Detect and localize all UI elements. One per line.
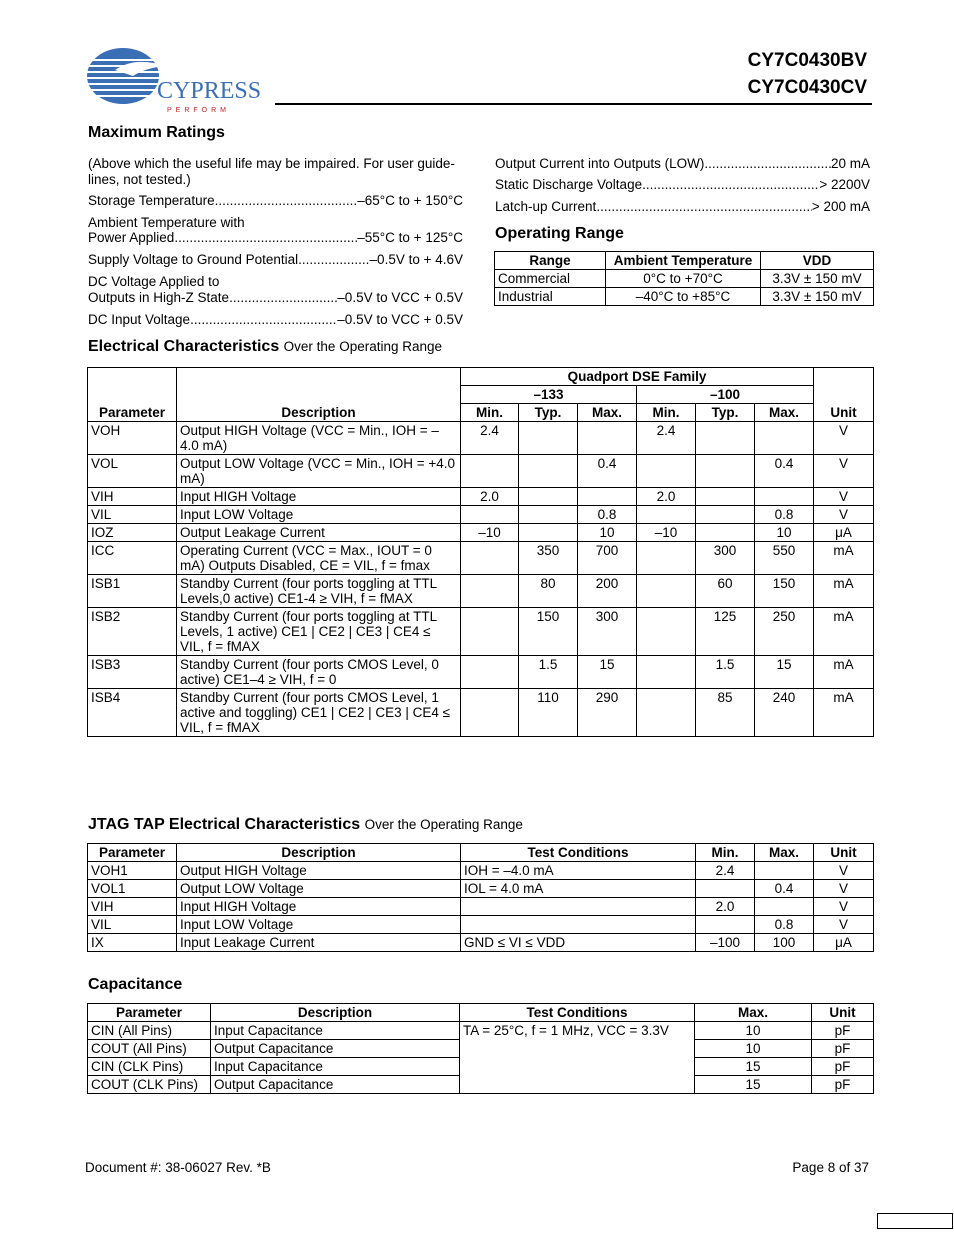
table-row: VOH1 Output HIGH Voltage IOH = –4.0 mA 2.4 V	[88, 862, 874, 880]
rating-dc-pre: DC Voltage Applied to	[88, 274, 220, 289]
table-row: ICC Operating Current (VCC = Max., IOUT = 0 mA) Outputs Disabled, CE = VIL, f = fmax 350 700 300 550 mA	[88, 542, 874, 575]
table-row: IX Input Leakage Current GND ≤ VI ≤ VDD –100 100 μA	[88, 934, 874, 952]
col-description: Description	[177, 368, 461, 422]
max-ratings-title: Maximum Ratings	[88, 124, 225, 141]
part-number-2: CY7C0430CV	[747, 77, 867, 98]
rating-output-current: Output Current into Outputs (LOW) ..... 20 mA	[495, 156, 870, 172]
document-number: Document #: 38-06027 Rev. *B	[85, 1160, 271, 1175]
rating-ambient: Power Applied ..... –55°C to + 125°C	[88, 230, 463, 246]
rating-storage: Storage Temperature ..... –65°C to + 150°C	[88, 193, 463, 209]
part-number-1: CY7C0430BV	[747, 50, 867, 71]
table-row: ISB3 Standby Current (four ports CMOS Level, 0 active) CE1–4 ≥ VIH, f = 0 1.5 15 1.5 15 mA	[88, 656, 874, 689]
table-row: ISB4 Standby Current (four ports CMOS Level, 1 active and toggling) CE1 | CE2 | CE3 | CE4 ≤ VIL, f = fMAX 110 290 85 240 mA	[88, 689, 874, 737]
col-speed-133: –133	[461, 386, 637, 404]
table-row: ISB2 Standby Current (four ports toggling at TTL Levels, 1 active) CE1 | CE2 | CE3 | CE4 ≤ VIL, f = fMAX 150 300 125 250 mA	[88, 608, 874, 656]
table-row: CIN (All Pins) Input Capacitance TA = 25°C, f = 1 MHz, VCC = 3.3V 10 pF	[88, 1022, 874, 1040]
table-row: VIL Input LOW Voltage 0.8 0.8 V	[88, 506, 874, 524]
table-row: VIH Input HIGH Voltage 2.0 V	[88, 898, 874, 916]
table-row: ISB1 Standby Current (four ports toggling at TTL Levels,0 active) CE1-4 ≥ VIH, f = fMAX 80 200 60 150 mA	[88, 575, 874, 608]
rating-dc-outputs: Outputs in High-Z State ..... –0.5V to VCC + 0.5V	[88, 290, 463, 306]
capacitance-table: Parameter Description Test Conditions Max. Unit CIN (All Pins) Input Capacitance TA = 25°C, f = 1 MHz, VCC = 3.3V 10 pF COUT (All Pins) Output Capacitance 10 pF CIN (CLK Pins) Input Capacitance 15 pF COUT (CLK Pins) Output Capacitance 15 pF	[87, 1003, 874, 1094]
table-row: VOL1 Output LOW Voltage IOL = 4.0 mA 0.4 V	[88, 880, 874, 898]
electrical-title: Electrical Characteristics Over the Operating Range	[88, 338, 443, 355]
page-number: Page 8 of 37	[792, 1160, 869, 1175]
rating-ambient-pre: Ambient Temperature with	[88, 215, 245, 230]
electrical-table: Parameter Description Quadport DSE Family Unit –133 –100 Min. Typ. Max. Min. Typ. Max. VOH Output HIGH Voltage (VCC = Min., IOH = –4.0 mA) 2.4 2.4 V VOL Output LOW Voltage (VCC = Min., IOH = +4.0 mA) 0.4 0.4 V VIH Input HIGH Voltage 2.0 2.0 V VIL Input LOW Voltage 0.8 0.8 V IOZ Output Leakage Current –10 10 –10 10 μA ICC Operating Current (VCC = Max., IOUT = 0 mA) Outputs Disabled, CE = VIL, f = fmax 350 700 300 550 mA ISB1 Standby Current (four ports toggling at TTL Levels,0 active) CE1-4 ≥ VIH, f = fMAX 80 200 60 150 mA ISB2 Standby Current (four ports toggling at TTL Levels, 1 active) CE1 | CE2 | CE3 | CE4 ≤ VIL, f = fMAX 150 300 125 250 mA ISB3 Standby Current (four ports CMOS Level, 0 active) CE1–4 ≥ VIH, f = 0 1.5 15 1.5 15 mA ISB4 Standby Current (four ports CMOS Level, 1 active and toggling) CE1 | CE2 | CE3 | CE4 ≤ VIL, f = fMAX 110 290 85 240 mA	[87, 367, 874, 737]
rating-static: Static Discharge Voltage ..... > 2200V	[495, 177, 870, 193]
operating-range-table	[494, 251, 874, 306]
jtag-table: Parameter Description Test Conditions Min. Max. Unit VOH1 Output HIGH Voltage IOH = –4.0 mA 2.4 V VOL1 Output LOW Voltage IOL = 4.0 mA 0.4 V VIH Input HIGH Voltage 2.0 V VIL Input LOW Voltage 0.8 V IX Input Leakage Current GND ≤ VI ≤ VDD –100 100 μA	[87, 843, 874, 952]
table-row: VIL Input LOW Voltage 0.8 V	[88, 916, 874, 934]
table-row: IOZ Output Leakage Current –10 10 –10 10 μA	[88, 524, 874, 542]
table-row: VIH Input HIGH Voltage 2.0 2.0 V	[88, 488, 874, 506]
col-ambient: Ambient Temperature	[606, 252, 761, 270]
capacitance-title: Capacitance	[88, 976, 183, 993]
rating-dc-input: DC Input Voltage ..... –0.5V to VCC + 0.5V	[88, 312, 463, 328]
col-unit: Unit	[814, 368, 874, 422]
col-parameter: Parameter	[88, 368, 177, 422]
col-speed-100: –100	[637, 386, 814, 404]
cypress-logo	[85, 46, 260, 116]
operating-range-title: Operating Range	[495, 225, 624, 242]
table-row: COUT (CLK Pins) Output Capacitance 15 pF	[88, 1076, 874, 1094]
rating-supply: Supply Voltage to Ground Potential ..... –0.5V to + 4.6V	[88, 252, 463, 268]
header-rule	[275, 103, 872, 105]
table-row: VOH Output HIGH Voltage (VCC = Min., IOH = –4.0 mA) 2.4 2.4 V	[88, 422, 874, 455]
rating-latchup: Latch-up Current ..... > 200 mA	[495, 199, 870, 215]
col-family: Quadport DSE Family	[461, 368, 814, 386]
table-row: VOL Output LOW Voltage (VCC = Min., IOH = +4.0 mA) 0.4 0.4 V	[88, 455, 874, 488]
svg-text:PERFORM: PERFORM	[167, 107, 230, 114]
table-row: Industrial –40°C to +85°C 3.3V ± 150 mV	[495, 288, 874, 306]
table-row: COUT (All Pins) Output Capacitance 10 pF	[88, 1040, 874, 1058]
table-row: CIN (CLK Pins) Input Capacitance 15 pF	[88, 1058, 874, 1076]
svg-text:CYPRESS: CYPRESS	[157, 78, 260, 104]
feedback-box	[877, 1213, 953, 1229]
max-ratings-intro: (Above which the useful life may be impaired. For user guide-lines, not tested.)	[88, 156, 455, 187]
jtag-title: JTAG TAP Electrical Characteristics Over the Operating Range	[88, 816, 523, 833]
col-vdd: VDD	[761, 252, 874, 270]
col-range: Range	[495, 252, 606, 270]
table-row: Commercial 0°C to +70°C 3.3V ± 150 mV	[495, 270, 874, 288]
